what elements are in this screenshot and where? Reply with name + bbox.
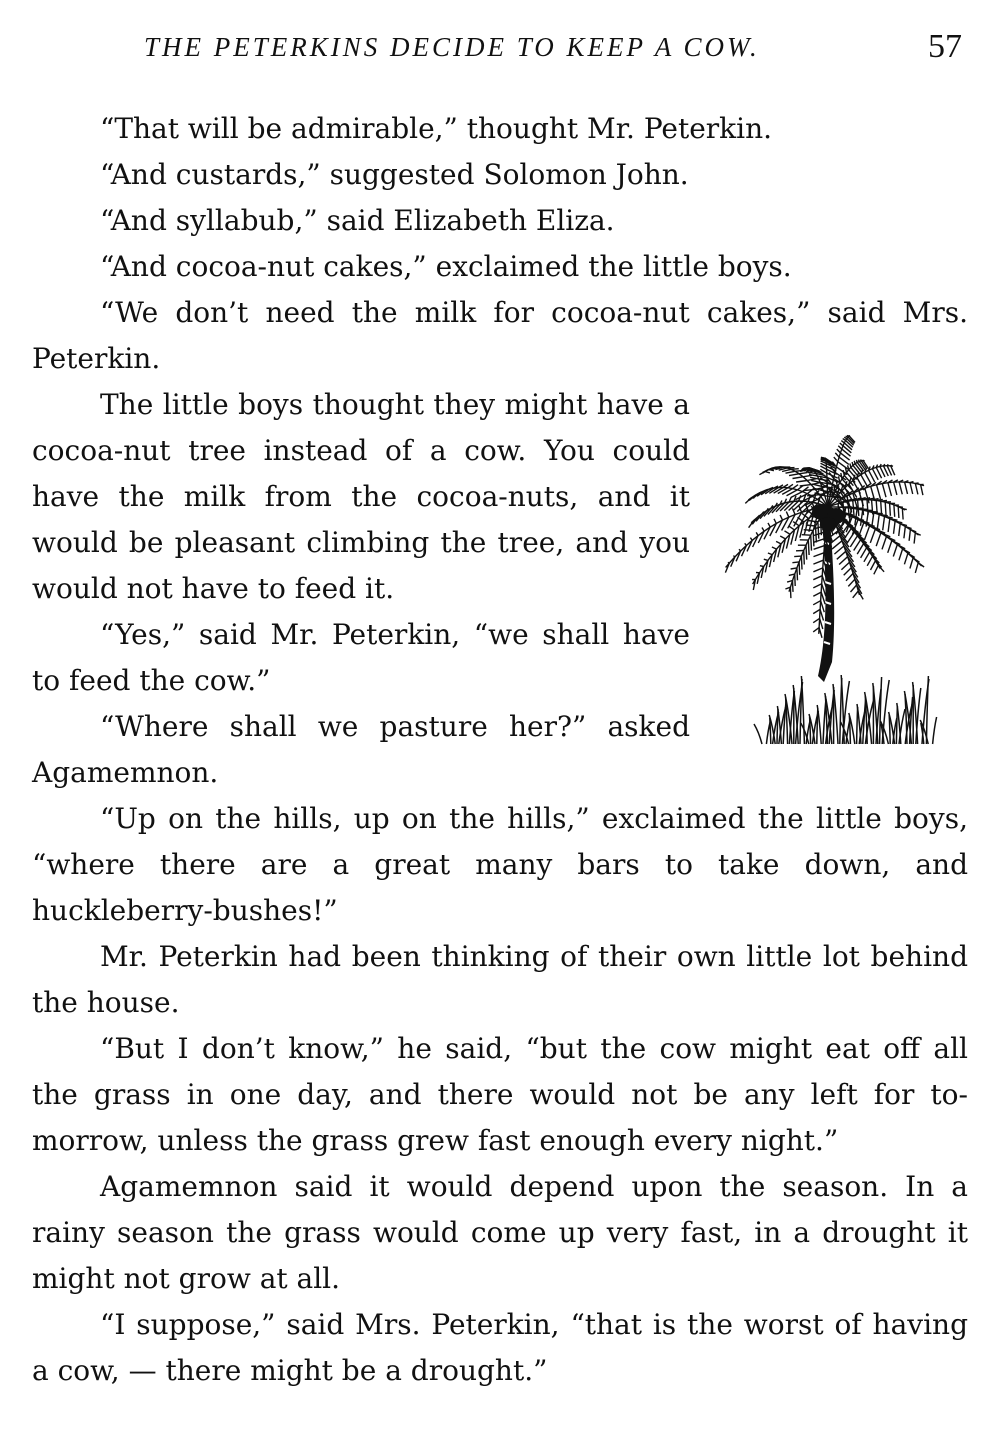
palm-tree-icon xyxy=(722,372,956,772)
grass-tuft xyxy=(754,675,937,744)
paragraph: “I suppose,” said Mrs. Peterkin, “that is the worst of having a cow, — there might be a drought.” xyxy=(32,1308,968,1387)
palm-fronds xyxy=(725,436,924,638)
paragraph: “That will be admirable,” thought Mr. Peterkin. xyxy=(100,112,773,145)
paragraph: “We don’t need the milk for cocoa-nut cakes,” said Mrs. Peterkin. xyxy=(32,296,968,375)
paragraph: “And syllabub,” said Elizabeth Eliza. xyxy=(100,204,615,237)
paragraph: “Yes,” said Mr. Peterkin, “we shall have to feed the cow.” xyxy=(32,618,690,697)
running-head xyxy=(32,28,968,76)
paragraph: Agamemnon said it would depend upon the season. In a rainy season the grass would come up very fast, in a drought it might not grow at all. xyxy=(32,1170,968,1295)
paragraph: Mr. Peterkin had been thinking of their own little lot behind the house. xyxy=(32,940,968,1019)
paragraph: “Where shall we pasture her?” asked Agamemnon. xyxy=(32,710,690,789)
running-title: THE PETERKINS DECIDE TO KEEP A COW. xyxy=(144,32,760,62)
paragraph: “But I don’t know,” he said, “but the cow might eat off all the grass in one day, and there would not be any left for to-morrow, unless the grass grew fast enough every night.” xyxy=(32,1032,968,1157)
paragraph: “And cocoa-nut cakes,” exclaimed the little boys. xyxy=(100,250,792,283)
paragraph: “And custards,” suggested Solomon John. xyxy=(100,158,689,191)
paragraph: The little boys thought they might have a cocoa-nut tree instead of a cow. You could have the milk from the cocoa-nuts, and it would be pleasant climbing the tree, and you would not have to feed it. xyxy=(32,388,690,605)
paragraph: “Up on the hills, up on the hills,” exclaimed the little boys, “where there are a great many bars to take down, and huckleberry-bushes!” xyxy=(32,802,968,927)
page-number: 57 xyxy=(928,28,962,65)
